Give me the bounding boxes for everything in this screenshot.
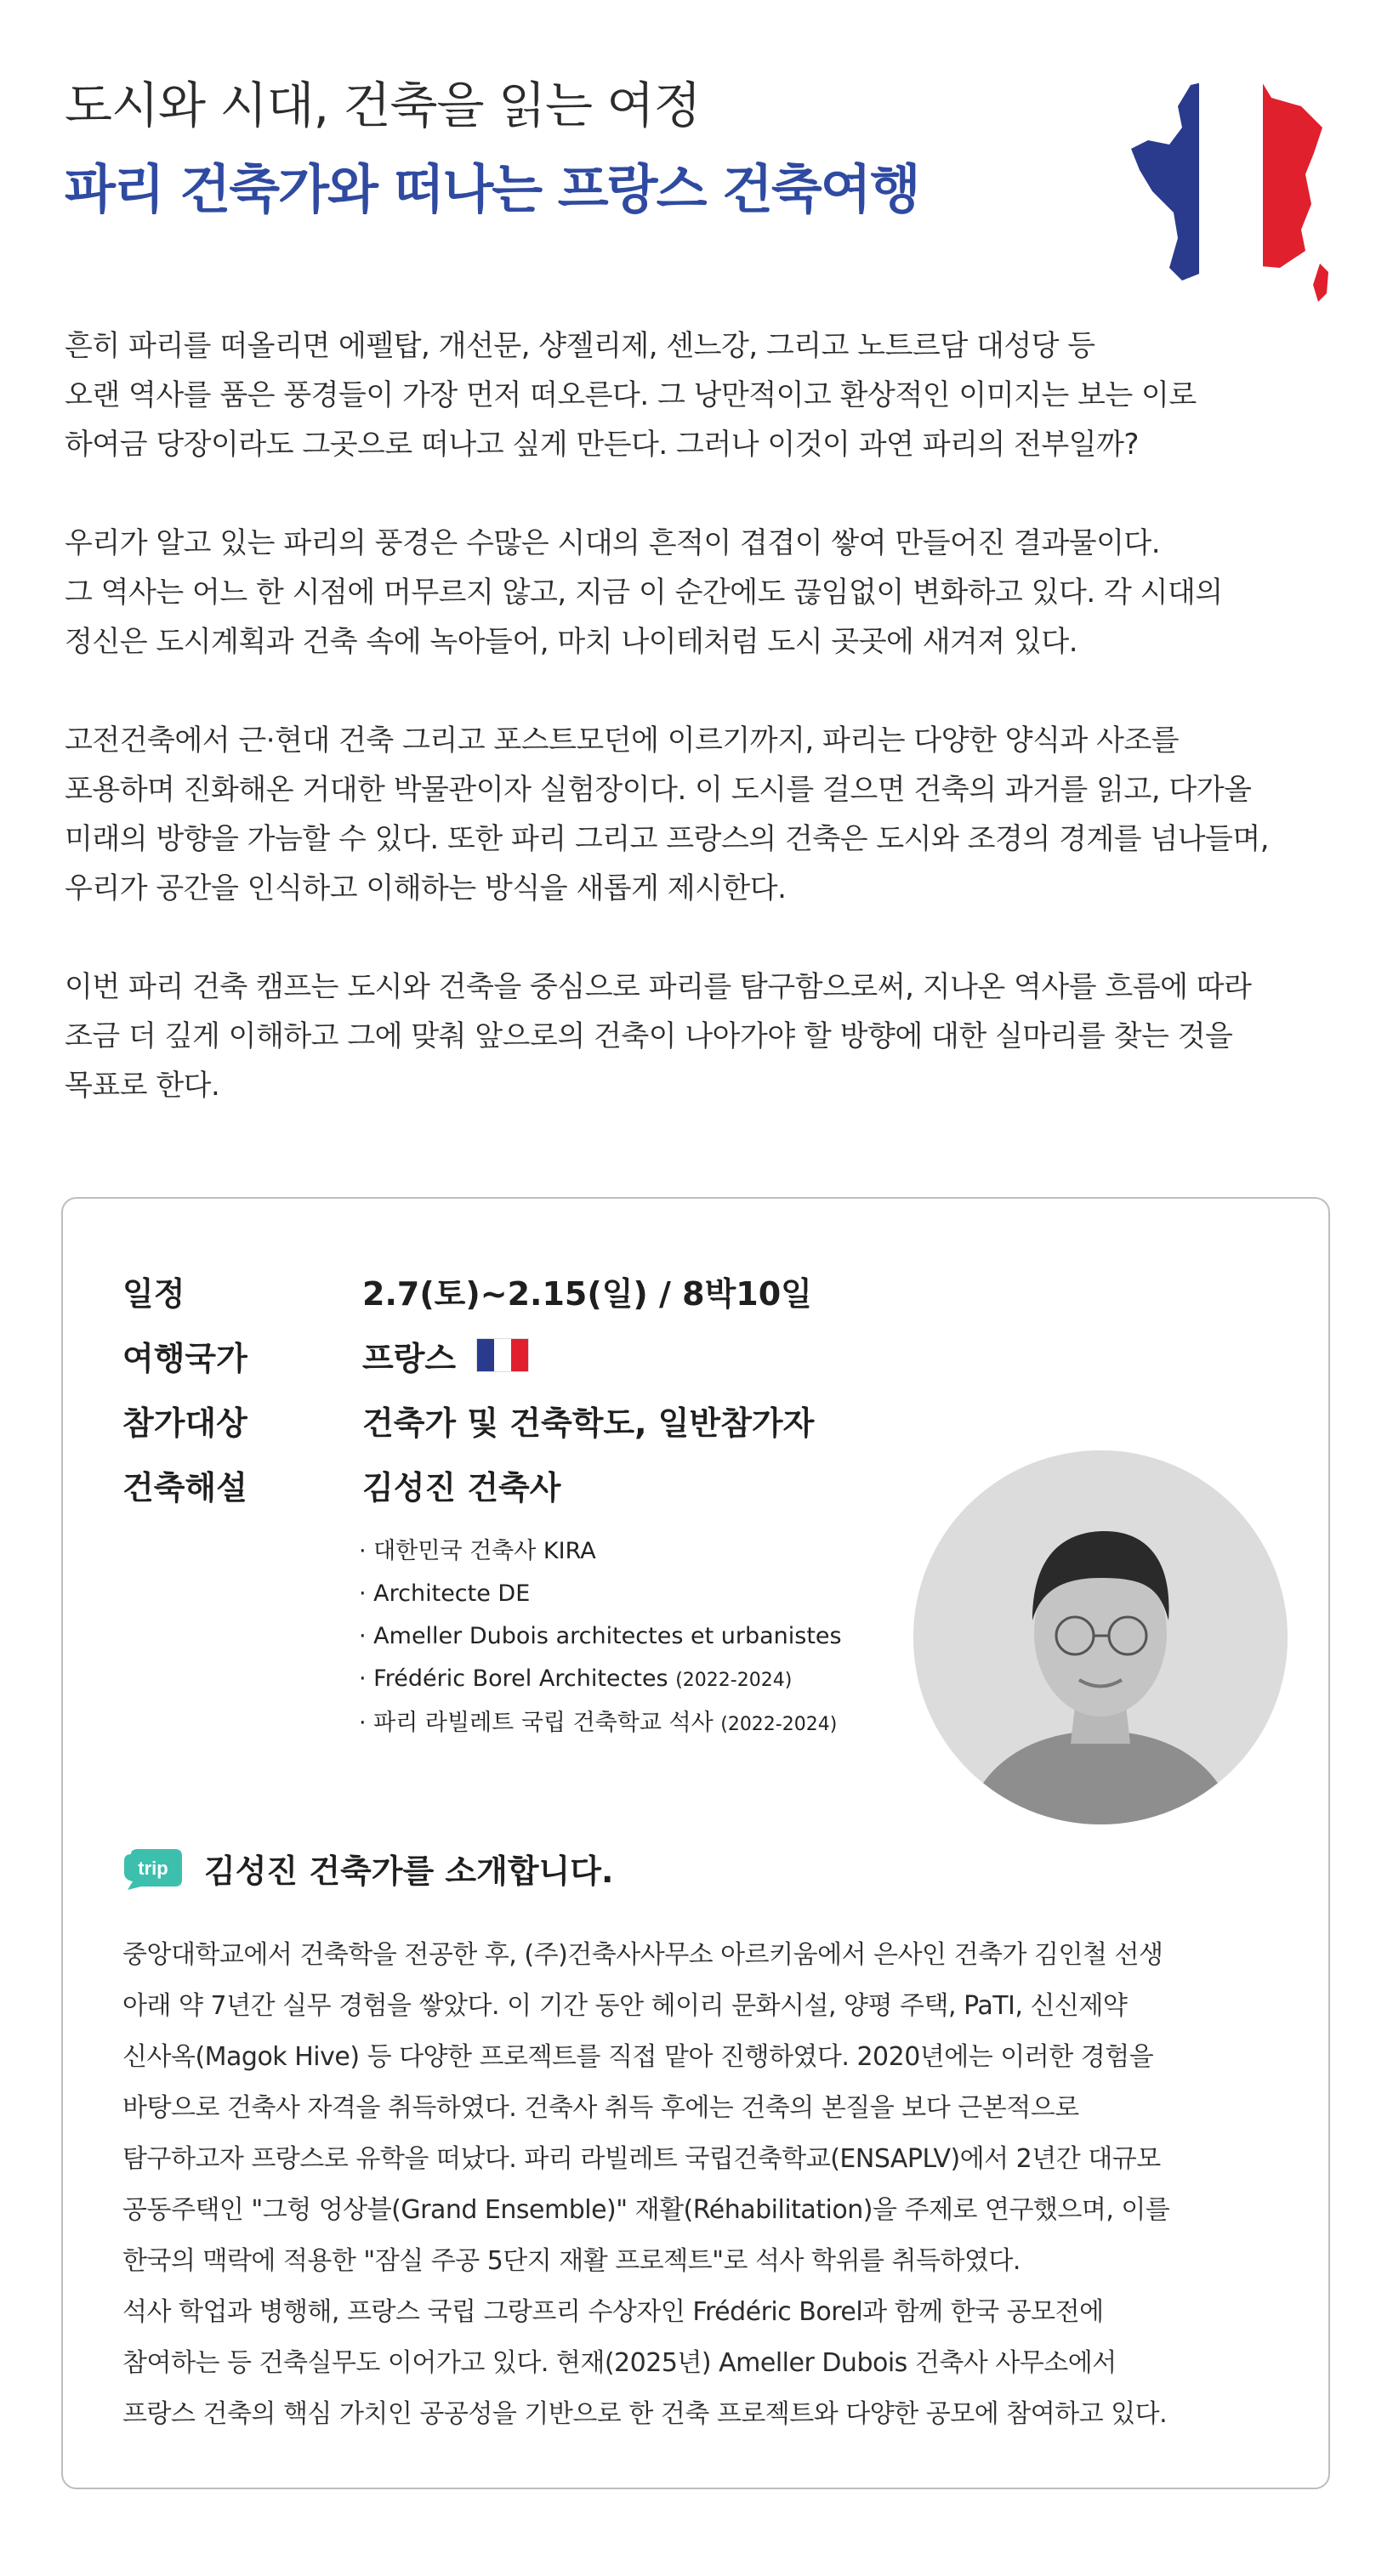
bio-line: 아래 약 7년간 실무 경험을 쌓았다. 이 기간 동안 헤이리 문화시설, 양평 주택, PaTI, 신신제약 <box>122 1991 1128 2021</box>
text-line: 흔히 파리를 떠올리면 에펠탑, 개선문, 샹젤리제, 센느강, 그리고 노트르담 대성당 등 <box>65 329 1095 363</box>
target-label: 참가대상 <box>122 1404 247 1442</box>
credential-years: (2022-2024) <box>675 1670 793 1691</box>
bio-line: 탐구하고자 프랑스로 유학을 떠났다. 파리 라빌레트 국립건축학교(ENSAPLV)에서 2년간 대규모 <box>122 2144 1161 2174</box>
text-line: 하여금 당장이라도 그곳으로 떠나고 싶게 만든다. 그러나 이것이 과연 파리의 전부일까? <box>65 428 1139 462</box>
text-line: 포용하며 진화해온 거대한 박물관이자 실험장이다. 이 도시를 걸으면 건축의 과거를 읽고, 다가올 <box>65 773 1252 807</box>
info-row-target <box>122 1387 814 1452</box>
bio-line: 중앙대학교에서 건축학을 전공한 후, (주)건축사사무소 아르키움에서 은사인 건축가 김인철 선생 <box>122 1940 1163 1970</box>
bio-line: 한국의 맥락에 적용한 "잠실 주공 5단지 재활 프로젝트"로 석사 학위를 취득하였다. <box>122 2246 1021 2276</box>
bio-line: 공동주택인 "그헝 엉상블(Grand Ensemble)" 재활(Réhabilitation)을 주제로 연구했으며, 이를 <box>122 2195 1170 2225</box>
list-item <box>359 1615 842 1658</box>
page-subtitle: 도시와 시대, 건축을 읽는 여정 <box>65 77 701 134</box>
text-line: 정신은 도시계획과 건축 속에 녹아들어, 마치 나이테처럼 도시 곳곳에 새겨져 있다. <box>65 625 1078 659</box>
intro-paragraph-3 <box>65 716 1357 913</box>
list-item <box>359 1573 842 1615</box>
credential-text: Frédéric Borel Architectes <box>373 1665 676 1692</box>
list-item <box>359 1658 842 1702</box>
credentials-list <box>359 1530 842 1746</box>
guide-label: 건축해설 <box>122 1468 247 1506</box>
text-line: 오랜 역사를 품은 풍경들이 가장 먼저 떠오른다. 그 낭만적이고 환상적인 이미지는 보는 이로 <box>65 378 1197 412</box>
guide-value: 김성진 건축사 <box>362 1468 561 1506</box>
list-item <box>359 1530 842 1573</box>
text-line: 목표로 한다. <box>65 1069 220 1103</box>
bio-line: 신사옥(Magok Hive) 등 다양한 프로젝트를 직접 맡아 진행하였다. 2020년에는 이러한 경험을 <box>122 2042 1154 2072</box>
france-map-flag-icon <box>1131 68 1335 306</box>
country-value: 프랑스 <box>362 1339 457 1377</box>
text-line: 고전건축에서 근·현대 건축 그리고 포스트모던에 이르기까지, 파리는 다양한 양식과 사조를 <box>65 723 1180 757</box>
france-flag-icon <box>476 1338 529 1372</box>
architect-bio <box>122 1930 1296 2440</box>
list-item <box>359 1702 842 1746</box>
page-title: 파리 건축가와 떠나는 프랑스 건축여행 <box>65 157 919 220</box>
schedule-value: 2.7(토)~2.15(일) / 8박10일 <box>362 1274 812 1313</box>
text-line: 우리가 공간을 인식하고 이해하는 방식을 새롭게 제시한다. <box>65 871 787 905</box>
bio-line: 석사 학업과 병행해, 프랑스 국립 그랑프리 수상자인 Frédéric Borel과 함께 한국 공모전에 <box>122 2297 1104 2327</box>
architect-portrait <box>913 1450 1288 1824</box>
text-line: 미래의 방향을 가늠할 수 있다. 또한 파리 그리고 프랑스의 건축은 도시와 조경의 경계를 넘나들며, <box>65 822 1270 856</box>
credential-years: (2022-2024) <box>720 1714 838 1735</box>
info-row-schedule <box>122 1258 814 1323</box>
schedule-label: 일정 <box>122 1274 185 1313</box>
credential-text: 대한민국 건축사 KIRA <box>373 1538 596 1564</box>
country-label: 여행국가 <box>122 1339 247 1377</box>
trip-logo-icon <box>122 1847 184 1890</box>
bio-line: 프랑스 건축의 핵심 가치인 공공성을 기반으로 한 건축 프로젝트와 다양한 공모에 참여하고 있다. <box>122 2399 1168 2429</box>
trip-logo-text: trip <box>138 1857 168 1879</box>
text-line: 그 역사는 어느 한 시점에 머무르지 않고, 지금 이 순간에도 끊임없이 변화하고 있다. 각 시대의 <box>65 576 1223 610</box>
credential-text: 파리 라빌레트 국립 건축학교 석사 <box>373 1710 721 1736</box>
credential-text: Ameller Dubois architectes et urbanistes <box>373 1623 842 1649</box>
bio-line: 바탕으로 건축사 자격을 취득하였다. 건축사 취득 후에는 건축의 본질을 보다 근본적으로 <box>122 2093 1079 2123</box>
intro-text <box>65 321 1357 1160</box>
country-value-wrap <box>362 1332 529 1379</box>
intro-paragraph-2 <box>65 519 1357 667</box>
trip-info-card <box>61 1197 1330 2489</box>
intro-paragraph-1 <box>65 321 1357 469</box>
info-row-country <box>122 1323 814 1387</box>
architect-intro-title: 김성진 건축가를 소개합니다. <box>204 1853 614 1890</box>
bio-line: 참여하는 등 건축실무도 이어가고 있다. 현재(2025년) Ameller Dubois 건축사 사무소에서 <box>122 2348 1117 2378</box>
architect-intro-header <box>122 1845 613 1892</box>
text-line: 우리가 알고 있는 파리의 풍경은 수많은 시대의 흔적이 겹겹이 쌓여 만들어진 결과물이다. <box>65 526 1161 560</box>
text-line: 조금 더 깊게 이해하고 그에 맞춰 앞으로의 건축이 나아가야 할 방향에 대한 실마리를 찾는 것을 <box>65 1019 1233 1053</box>
target-value: 건축가 및 건축학도, 일반참가자 <box>362 1404 815 1442</box>
info-row-guide <box>122 1452 814 1517</box>
header <box>65 77 1085 221</box>
credential-text: Architecte DE <box>373 1580 531 1607</box>
intro-paragraph-4 <box>65 962 1357 1110</box>
trip-info-table <box>122 1258 814 1517</box>
text-line: 이번 파리 건축 캠프는 도시와 건축을 중심으로 파리를 탐구함으로써, 지나온 역사를 흐름에 따라 <box>65 970 1252 1004</box>
portrait-illustration <box>913 1450 1288 1824</box>
